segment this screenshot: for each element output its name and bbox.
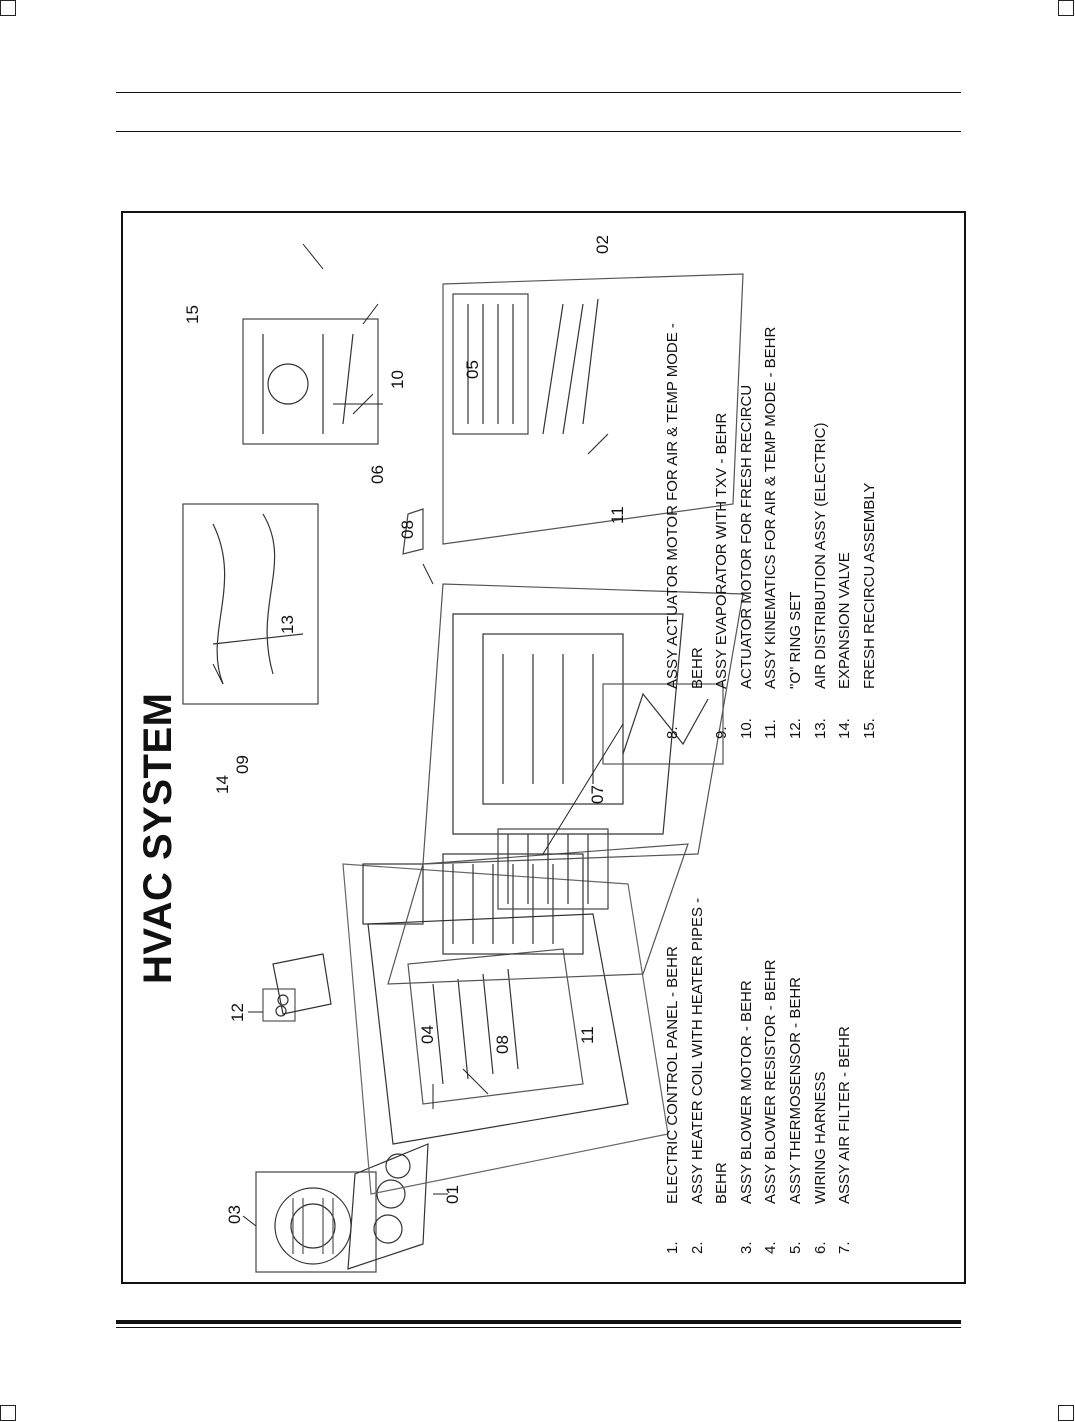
- footer-rule-thin: [116, 1327, 961, 1328]
- legend-left: [661, 898, 858, 1254]
- crop-mark-top-left: [0, 0, 16, 16]
- evaporator-drawing: [388, 844, 688, 984]
- air-distribution-housing-drawing: [273, 864, 668, 1194]
- legend-item-8-cont: BEHR: [688, 647, 706, 689]
- legend-item-14: 14. EXPANSION VALVE: [836, 552, 854, 739]
- header-rule-bottom: [116, 131, 961, 132]
- callout-11-left: 11: [578, 1026, 597, 1044]
- page-title: HVAC SYSTEM: [136, 692, 180, 984]
- callout-13: 13: [278, 615, 297, 634]
- callout-03: 03: [225, 1205, 244, 1224]
- callout-04: 04: [418, 1025, 437, 1044]
- callout-01: 01: [443, 1185, 462, 1204]
- legend-item-3: 3. ASSY BLOWER MOTOR - BEHR: [737, 980, 755, 1254]
- footer-rule-thick: [116, 1320, 961, 1324]
- callout-10: 10: [388, 370, 407, 389]
- callout-02: 02: [593, 235, 612, 254]
- blower-motor-drawing: [256, 1172, 376, 1272]
- callout-06: 06: [368, 465, 387, 484]
- rotated-diagram: [123, 213, 966, 1284]
- crop-mark-bottom-right: [1058, 1405, 1074, 1421]
- legend-right: [661, 323, 882, 739]
- legend-item-15: 15. FRESH RECIRCU ASSEMBLY: [860, 482, 878, 739]
- crop-mark-top-right: [1058, 0, 1074, 16]
- callout-12: 12: [228, 1003, 247, 1022]
- legend-item-7: 7. ASSY AIR FILTER - BEHR: [836, 1026, 854, 1254]
- callout-14: 14: [213, 775, 232, 794]
- legend-item-4: 4. ASSY BLOWER RESISTOR - BEHR: [762, 959, 780, 1254]
- callout-08-left: 08: [493, 1035, 512, 1054]
- legend-item-2-cont: BEHR: [713, 1162, 731, 1204]
- header-rule-top: [116, 92, 961, 93]
- crop-mark-bottom-left: [0, 1405, 16, 1421]
- legend-item-1: 1. ELECTRIC CONTROL PANEL - BEHR: [664, 946, 681, 1254]
- callout-15: 15: [183, 305, 202, 324]
- diagram-frame: [121, 211, 966, 1284]
- legend-item-6: 6. WIRING HARNESS: [811, 1071, 829, 1254]
- callout-05: 05: [463, 360, 482, 379]
- callout-08-right: 08: [398, 520, 417, 539]
- callout-07: 07: [588, 785, 607, 804]
- fresh-recirc-assembly-drawing: [243, 319, 378, 444]
- legend-item-8: 8. ASSY ACTUATOR MOTOR FOR AIR & TEMP MODE -: [664, 323, 681, 739]
- legend-item-12: 12. "O" RING SET: [786, 591, 804, 739]
- callout-09: 09: [233, 755, 252, 774]
- callout-11-right: 11: [608, 506, 627, 524]
- legend-item-2: 2. ASSY HEATER COIL WITH HEATER PIPES -: [688, 897, 706, 1254]
- legend-item-5: 5. ASSY THERMOSENSOR - BEHR: [786, 977, 804, 1254]
- control-panel-drawing: [348, 1144, 428, 1269]
- legend-item-10: 10. ACTUATOR MOTOR FOR FRESH RECIRCU: [737, 384, 755, 739]
- legend-item-9: 9. ASSY EVAPORATOR WITH TXV - BEHR: [713, 412, 731, 739]
- leader-lines: [213, 244, 623, 1226]
- wiring-harness-drawing: [183, 504, 318, 704]
- legend-item-11: 11. ASSY KINEMATICS FOR AIR & TEMP MODE - BEHR: [762, 326, 780, 739]
- legend-item-13: 13. AIR DISTRIBUTION ASSY (ELECTRIC): [811, 422, 829, 739]
